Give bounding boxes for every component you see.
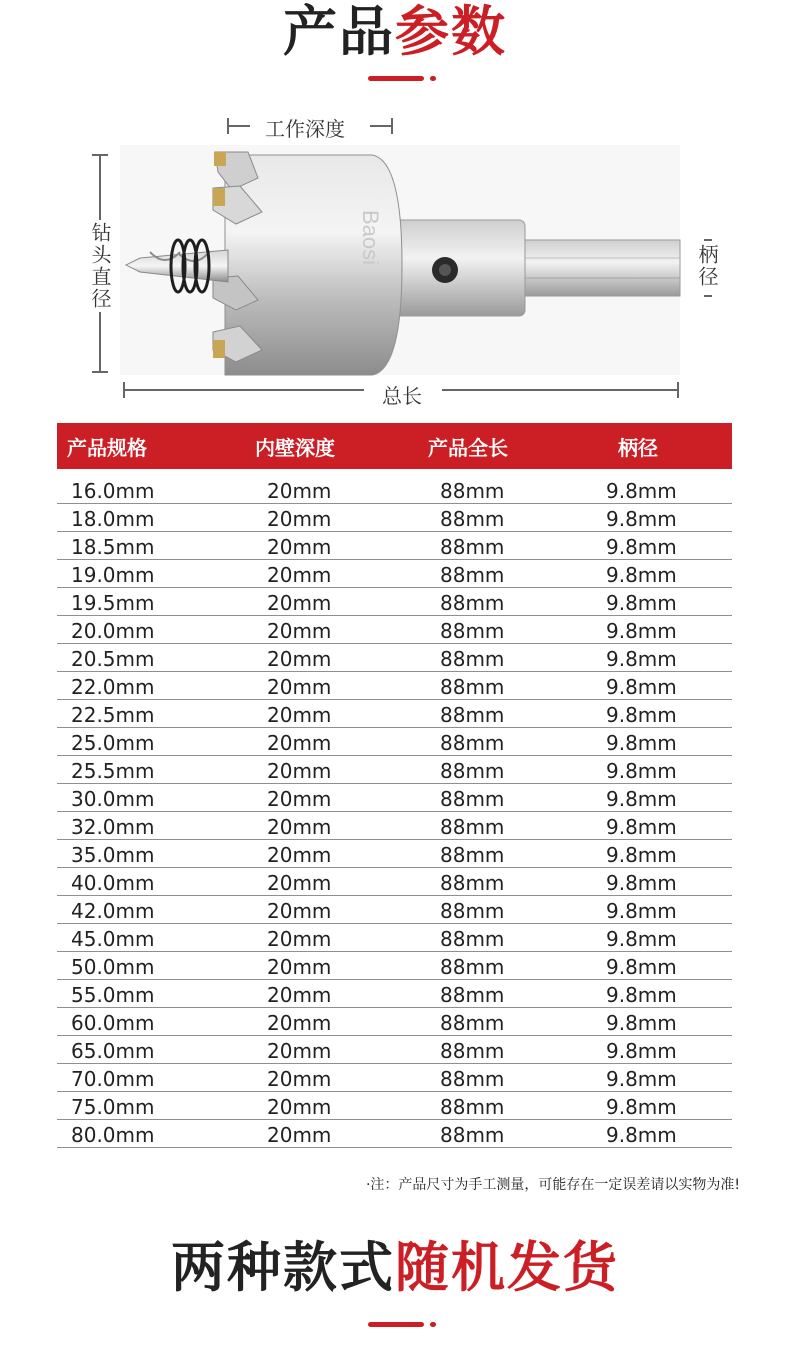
length-cell: 88mm — [440, 535, 505, 559]
length-cell: 88mm — [440, 1095, 505, 1119]
spec-cell: 35.0mm — [71, 843, 155, 867]
shank-cell: 9.8mm — [606, 591, 677, 615]
shank-cell: 9.8mm — [606, 647, 677, 671]
table-row — [57, 476, 732, 504]
header-spec: 产品规格 — [67, 435, 147, 460]
shank-cell: 9.8mm — [606, 955, 677, 979]
table-row — [57, 1064, 732, 1092]
length-cell: 88mm — [440, 843, 505, 867]
depth-cell: 20mm — [267, 619, 332, 643]
shank-cell: 9.8mm — [606, 927, 677, 951]
shank-cell: 9.8mm — [606, 675, 677, 699]
depth-cell: 20mm — [267, 1039, 332, 1063]
title-underline — [368, 76, 424, 81]
spec-cell: 19.5mm — [71, 591, 155, 615]
length-cell: 88mm — [440, 787, 505, 811]
table-row — [57, 532, 732, 560]
spec-cell: 75.0mm — [71, 1095, 155, 1119]
depth-cell: 20mm — [267, 759, 332, 783]
table-row — [57, 868, 732, 896]
spec-cell: 45.0mm — [71, 927, 155, 951]
length-cell: 88mm — [440, 675, 505, 699]
measurement-note: ·注：产品尺寸为手工测量，可能存在一定误差请以实物为准! — [365, 1177, 740, 1193]
shank-cell: 9.8mm — [606, 1123, 677, 1147]
depth-cell: 20mm — [267, 563, 332, 587]
spec-cell: 65.0mm — [71, 1039, 155, 1063]
depth-cell: 20mm — [267, 731, 332, 755]
table-row — [57, 1092, 732, 1120]
spec-cell: 20.0mm — [71, 619, 155, 643]
depth-cell: 20mm — [267, 1011, 332, 1035]
length-cell: 88mm — [440, 703, 505, 727]
length-label: 总长 — [382, 380, 422, 409]
table-row — [57, 840, 732, 868]
spec-cell: 18.0mm — [71, 507, 155, 531]
length-cell: 88mm — [440, 507, 505, 531]
depth-cell: 20mm — [267, 955, 332, 979]
length-cell: 88mm — [440, 1123, 505, 1147]
spec-cell: 40.0mm — [71, 871, 155, 895]
shank-cell: 9.8mm — [606, 1095, 677, 1119]
spec-cell: 50.0mm — [71, 955, 155, 979]
length-cell: 88mm — [440, 815, 505, 839]
product-diagram — [0, 100, 790, 420]
depth-cell: 20mm — [267, 1095, 332, 1119]
length-cell: 88mm — [440, 983, 505, 1007]
length-cell: 88mm — [440, 871, 505, 895]
depth-cell: 20mm — [267, 983, 332, 1007]
depth-cell: 20mm — [267, 927, 332, 951]
shank-cell: 9.8mm — [606, 815, 677, 839]
depth-cell: 20mm — [267, 479, 332, 503]
length-cell: 88mm — [440, 1011, 505, 1035]
spec-cell: 80.0mm — [71, 1123, 155, 1147]
length-cell: 88mm — [440, 955, 505, 979]
shank-cell: 9.8mm — [606, 479, 677, 503]
length-cell: 88mm — [440, 479, 505, 503]
spec-cell: 22.5mm — [71, 703, 155, 727]
length-cell: 88mm — [440, 731, 505, 755]
header-depth: 内壁深度 — [255, 435, 335, 460]
shank-cell: 9.8mm — [606, 1039, 677, 1063]
depth-cell: 20mm — [267, 591, 332, 615]
length-cell: 88mm — [440, 563, 505, 587]
table-row — [57, 672, 732, 700]
table-row — [57, 560, 732, 588]
shank-label: 柄径 — [693, 244, 722, 288]
spec-table-header — [57, 423, 732, 469]
shank-cell: 9.8mm — [606, 563, 677, 587]
shank-cell: 9.8mm — [606, 871, 677, 895]
shank-cell: 9.8mm — [606, 1011, 677, 1035]
depth-cell: 20mm — [267, 675, 332, 699]
footer-title-dark: 两种款式 — [171, 1236, 395, 1299]
table-row — [57, 644, 732, 672]
table-row — [57, 1008, 732, 1036]
shank-cell: 9.8mm — [606, 759, 677, 783]
spec-cell: 22.0mm — [71, 675, 155, 699]
table-row — [57, 700, 732, 728]
table-row — [57, 784, 732, 812]
depth-cell: 20mm — [267, 815, 332, 839]
length-cell: 88mm — [440, 591, 505, 615]
table-row — [57, 980, 732, 1008]
shank-cell: 9.8mm — [606, 619, 677, 643]
footer-underline — [368, 1322, 424, 1327]
depth-cell: 20mm — [267, 647, 332, 671]
spec-cell: 16.0mm — [71, 479, 155, 503]
depth-cell: 20mm — [267, 899, 332, 923]
spec-cell: 30.0mm — [71, 787, 155, 811]
depth-cell: 20mm — [267, 507, 332, 531]
length-cell: 88mm — [440, 1039, 505, 1063]
spec-table-body — [57, 476, 732, 1148]
length-cell: 88mm — [440, 899, 505, 923]
table-row — [57, 756, 732, 784]
depth-cell: 20mm — [267, 535, 332, 559]
shank-cell: 9.8mm — [606, 899, 677, 923]
shank-cell: 9.8mm — [606, 535, 677, 559]
depth-cell: 20mm — [267, 703, 332, 727]
length-cell: 88mm — [440, 759, 505, 783]
table-row — [57, 952, 732, 980]
footer-title-red: 随机发货 — [395, 1236, 619, 1299]
shank-cell: 9.8mm — [606, 731, 677, 755]
shank-cell: 9.8mm — [606, 983, 677, 1007]
shank-cell: 9.8mm — [606, 1067, 677, 1091]
spec-cell: 70.0mm — [71, 1067, 155, 1091]
table-row — [57, 812, 732, 840]
title-part-dark: 产品 — [283, 0, 395, 63]
spec-cell: 32.0mm — [71, 815, 155, 839]
table-row — [57, 1120, 732, 1148]
hole-saw-illustration — [0, 100, 790, 420]
length-cell: 88mm — [440, 619, 505, 643]
shank-cell: 9.8mm — [606, 843, 677, 867]
footer-title — [0, 1236, 790, 1300]
shank-cell: 9.8mm — [606, 787, 677, 811]
header-length: 产品全长 — [428, 435, 508, 460]
depth-label: 工作深度 — [265, 113, 345, 142]
table-row — [57, 896, 732, 924]
depth-cell: 20mm — [267, 1123, 332, 1147]
depth-cell: 20mm — [267, 871, 332, 895]
spec-cell: 19.0mm — [71, 563, 155, 587]
header-shank: 柄径 — [618, 435, 658, 460]
shank-cell: 9.8mm — [606, 703, 677, 727]
depth-cell: 20mm — [267, 787, 332, 811]
spec-cell: 25.0mm — [71, 731, 155, 755]
table-row — [57, 588, 732, 616]
length-cell: 88mm — [440, 647, 505, 671]
table-row — [57, 504, 732, 532]
diameter-label: 钻头直径 — [86, 222, 115, 310]
length-cell: 88mm — [440, 1067, 505, 1091]
svg-text:Baosi: Baosi — [358, 210, 383, 266]
spec-cell: 25.5mm — [71, 759, 155, 783]
length-cell: 88mm — [440, 927, 505, 951]
depth-cell: 20mm — [267, 843, 332, 867]
shank-cell: 9.8mm — [606, 507, 677, 531]
spec-cell: 42.0mm — [71, 899, 155, 923]
page-title — [0, 0, 790, 64]
depth-cell: 20mm — [267, 1067, 332, 1091]
spec-cell: 60.0mm — [71, 1011, 155, 1035]
table-row — [57, 924, 732, 952]
title-part-red: 参数 — [395, 0, 507, 63]
table-row — [57, 728, 732, 756]
spec-cell: 20.5mm — [71, 647, 155, 671]
spec-cell: 18.5mm — [71, 535, 155, 559]
table-row — [57, 616, 732, 644]
table-row — [57, 1036, 732, 1064]
spec-cell: 55.0mm — [71, 983, 155, 1007]
